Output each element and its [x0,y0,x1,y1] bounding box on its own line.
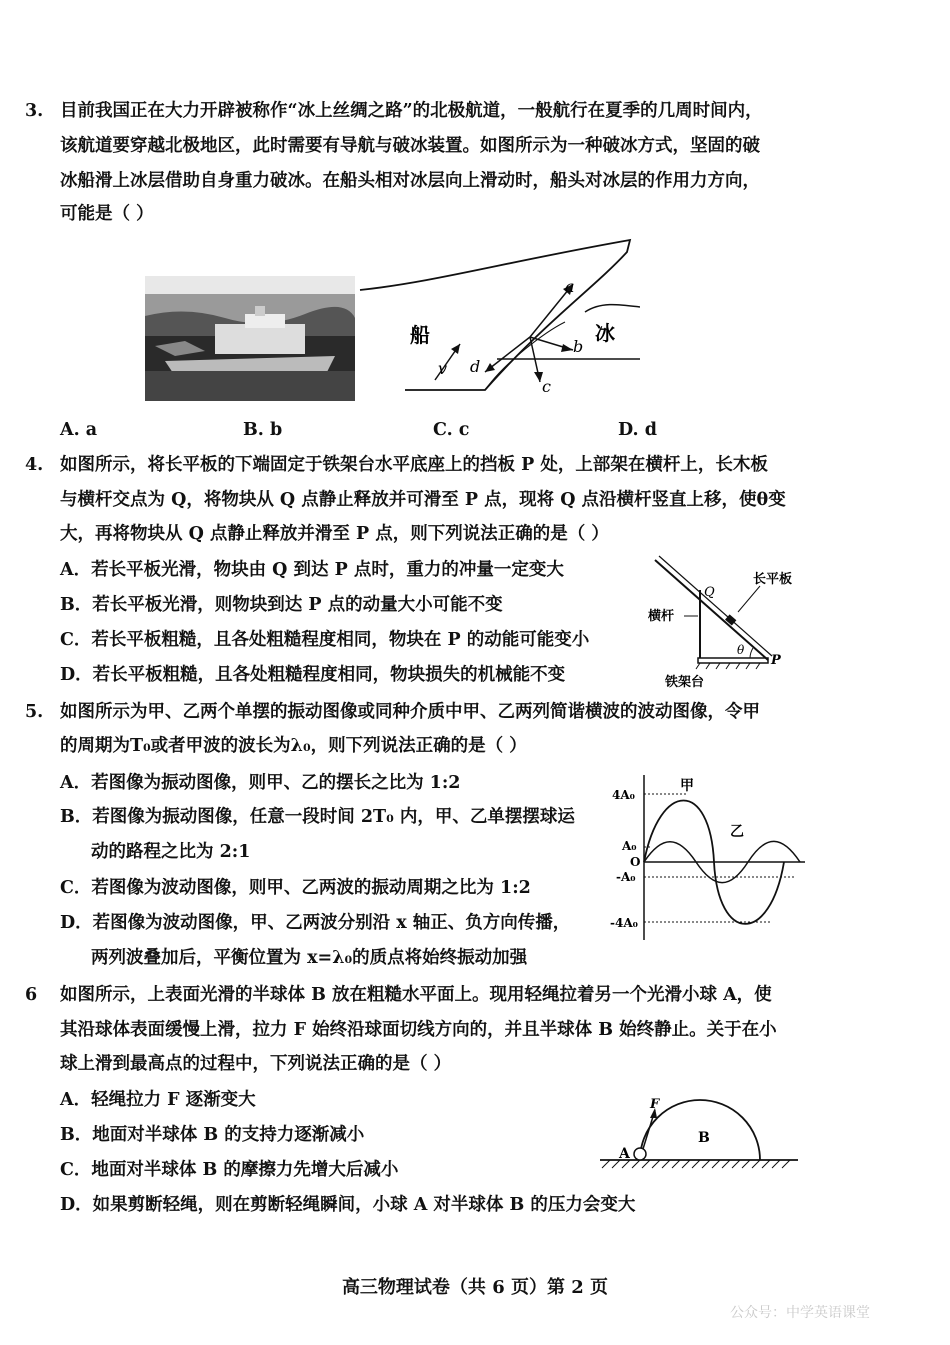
hemisphere-b-label: B [698,1130,710,1146]
q4-option-b: B．若长平板光滑，则物块到达 P 点的动量大小可能不变 [60,595,503,615]
p-point-label: P [771,653,781,668]
yi-label: 乙 [730,824,744,840]
q6-line-2: 其沿球体表面缓慢上滑，拉力 F 始终沿球面切线方向的，并且半球体 B 始终静止。关于在小 [60,1020,777,1040]
y-label-neg-4a0: -4A₀ [610,916,638,930]
inclined-board-diagram [640,550,810,690]
ball-a-label: A [619,1146,630,1162]
icebreaker-photo [145,276,355,401]
q3-line-2: 该航道要穿越北极地区，此时需要有导航与破冰装置。如图所示为一种破冰方式，坚固的破 [60,136,760,156]
q6-line-3: 球上滑到最高点的过程中，下列说法正确的是（ ） [60,1054,452,1074]
q6-option-c: C．地面对半球体 B 的摩擦力先增大后减小 [60,1160,399,1180]
icebreaker-force-diagram [355,232,640,402]
q6-option-b: B．地面对半球体 B 的支持力逐渐减小 [60,1125,365,1145]
q3-option-c: C. c [433,420,470,440]
q3-option-d: D. d [618,420,657,440]
q6-number: 6 [25,985,38,1005]
b-label: b [573,337,584,356]
q6-option-a: A．轻绳拉力 F 逐渐变大 [60,1090,256,1110]
y-label-neg-a0: -A₀ [616,870,636,884]
q3-line-1: 目前我国正在大力开辟被称作“冰上丝绸之路”的北极航道，一般航行在夏季的几周时间内， [60,101,763,121]
q5-option-b: B．若图像为振动图像，任意一段时间 2T₀ 内，甲、乙单摆摆球运 [60,807,575,827]
jia-label: 甲 [680,778,694,794]
y-label-origin: O [630,855,641,869]
q5-line-2: 的周期为T₀或者甲波的波长为λ₀，则下列说法正确的是（ ） [60,736,527,756]
q5-option-a: A．若图像为振动图像，则甲、乙的摆长之比为 1:2 [60,773,461,793]
theta-label: θ [737,643,745,657]
q3-option-b: B. b [243,420,283,440]
y-label-4a0: 4A₀ [612,788,635,802]
hemisphere-diagram [600,1090,800,1175]
q4-number: 4. [25,455,44,475]
ship-label: 船 [410,323,430,347]
q5-number: 5. [25,702,44,722]
y-label-a0: A₀ [622,839,637,853]
wave-graph [610,770,810,945]
rod-label: 横杆 [648,609,675,624]
q4-line-2: 与横杆交点为 Q，将物块从 Q 点静止释放并可滑至 P 点，现将 Q 点沿横杆竖直上移，使θ变 [60,490,786,510]
c-label: c [542,377,551,396]
q3-line-3: 冰船滑上冰层借助自身重力破冰。在船头相对冰层向上滑动时，船头对冰层的作用力方向， [60,171,760,191]
d-label: d [470,357,481,376]
q6-line-1: 如图所示，上表面光滑的半球体 B 放在粗糙水平面上。现用轻绳拉着另一个光滑小球 A，使 [60,985,772,1005]
page-footer: 高三物理试卷（共 6 页）第 2 页 [341,1277,609,1298]
q4-line-1: 如图所示，将长平板的下端固定于铁架台水平底座上的挡板 P 处，上部架在横杆上，长木板 [60,455,768,475]
q4-option-a: A．若长平板光滑，物块由 Q 到达 P 点时，重力的冲量一定变大 [60,560,564,580]
q-point-label: Q [704,585,715,600]
q5-line-1: 如图所示为甲、乙两个单摆的振动图像或同种介质中甲、乙两列简谐横波的波动图像，令甲 [60,702,760,722]
q5-option-c: C．若图像为波动图像，则甲、乙两波的振动周期之比为 1:2 [60,878,531,898]
ice-label: 冰 [595,321,615,345]
q4-option-c: C．若长平板粗糙，且各处粗糙程度相同，物块在 P 的动能可能变小 [60,630,590,650]
f-label: F [650,1097,660,1112]
a-label: a [565,277,575,296]
q5-option-d: D．若图像为波动图像，甲、乙两波分别沿 x 轴正、负方向传播， [60,913,571,933]
q4-line-3: 大，再将物块从 Q 点静止释放并滑至 P 点，则下列说法正确的是（ ） [60,524,609,544]
q4-option-d: D．若长平板粗糙，且各处粗糙程度相同，物块损失的机械能不变 [60,665,566,685]
stand-label: 铁架台 [665,675,705,690]
q3-line-4: 可能是（ ） [60,204,154,224]
watermark: 公众号：中学英语课堂 [730,1305,870,1321]
q6-option-d: D．如果剪断轻绳，则在剪断轻绳瞬间，小球 A 对半球体 B 的压力会变大 [60,1195,636,1215]
v-label: v [438,359,448,378]
q5-option-b-cont: 动的路程之比为 2:1 [91,842,251,862]
q5-option-d-cont: 两列波叠加后，平衡位置为 x=λ₀的质点将始终振动加强 [91,948,528,968]
q3-number: 3. [25,101,44,121]
q3-option-a: A. a [60,420,98,440]
board-label: 长平板 [753,572,793,587]
